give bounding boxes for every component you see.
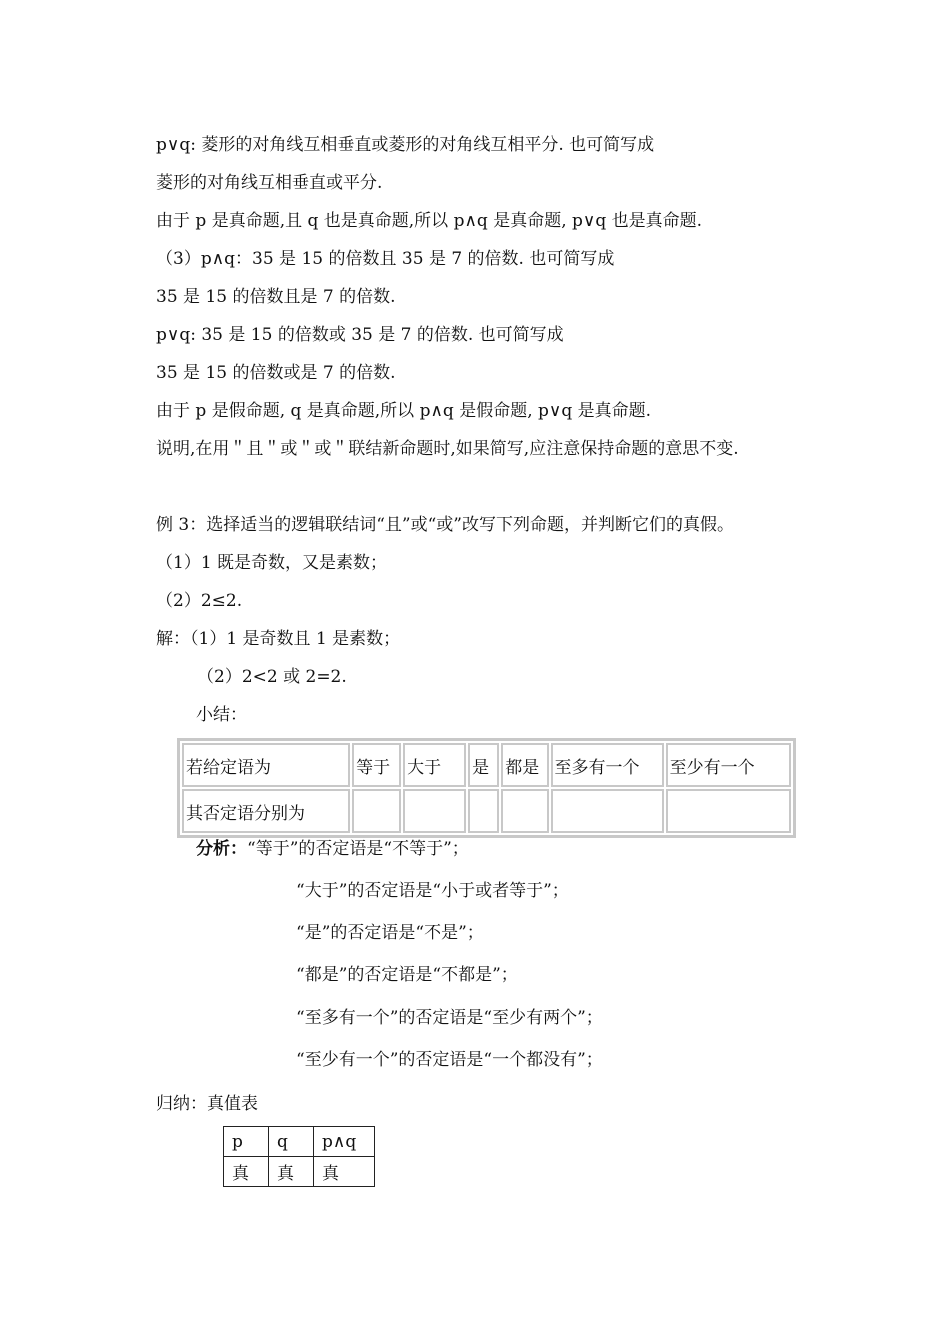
table-cell: 真: [224, 1157, 269, 1187]
summary-label: 小结：: [196, 705, 247, 725]
analysis-text: “等于”的否定语是“不等于”；: [247, 839, 469, 859]
solution-1: 解：（1）1 是奇数且 1 是素数；: [156, 629, 401, 649]
negation-table: [177, 738, 796, 838]
table-cell: 至多有一个: [551, 743, 664, 787]
line-6: p∨q: 35 是 15 的倍数或 35 是 7 的倍数. 也可简写成: [156, 325, 564, 345]
table-cell: 是: [468, 743, 499, 787]
example-3-item-1: （1）1 既是奇数，又是素数；: [156, 553, 388, 573]
table-row: [182, 789, 791, 833]
line-7: 35 是 15 的倍数或是 7 的倍数.: [156, 363, 396, 383]
table-cell: [551, 789, 664, 833]
line-5: 35 是 15 的倍数且是 7 的倍数.: [156, 287, 396, 307]
table-row: [224, 1127, 375, 1157]
table-cell: [468, 789, 499, 833]
table-cell: 等于: [352, 743, 401, 787]
analysis-line-6: “至少有一个”的否定语是“一个都没有”；: [296, 1050, 603, 1070]
table-cell: p: [224, 1127, 269, 1157]
table-cell: [501, 789, 548, 833]
table-cell: [666, 789, 791, 833]
table-cell: p∧q: [314, 1127, 375, 1157]
line-3: 由于 p 是真命题,且 q 也是真命题,所以 p∧q 是真命题, p∨q 也是真命题.: [156, 211, 703, 231]
analysis-label: 分析：: [196, 839, 247, 859]
table-cell: 真: [269, 1157, 314, 1187]
line-9: 说明,在用＂且＂或＂或＂联结新命题时,如果简写,应注意保持命题的意思不变.: [156, 439, 739, 459]
table-cell: 都是: [501, 743, 548, 787]
line-1: p∨q: 菱形的对角线互相垂直或菱形的对角线互相平分. 也可简写成: [156, 135, 655, 155]
truth-table: [223, 1126, 375, 1187]
analysis-line-5: “至多有一个”的否定语是“至少有两个”；: [296, 1008, 603, 1028]
table-row: [182, 743, 791, 787]
table-cell: 至少有一个: [666, 743, 791, 787]
analysis-line-2: “大于”的否定语是“小于或者等于”；: [296, 881, 569, 901]
line-8: 由于 p 是假命题, q 是真命题,所以 p∧q 是假命题, p∨q 是真命题.: [156, 401, 652, 421]
table-cell: 真: [314, 1157, 375, 1187]
line-4: （3）p∧q：35 是 15 的倍数且 35 是 7 的倍数. 也可简写成: [156, 249, 615, 269]
example-3-title: 例 3：选择适当的逻辑联结词“且”或“或”改写下列命题，并判断它们的真假。: [156, 515, 734, 535]
table-row: [224, 1157, 375, 1187]
solution-2: （2）2<2 或 2=2.: [197, 667, 347, 687]
table-cell: q: [269, 1127, 314, 1157]
table-cell: [403, 789, 466, 833]
table-cell: 若给定语为: [182, 743, 350, 787]
example-3-item-2: （2）2≤2.: [156, 591, 243, 611]
line-2: 菱形的对角线互相垂直或平分.: [156, 173, 383, 193]
analysis-line-3: “是”的否定语是“不是”；: [296, 923, 484, 943]
table-cell: [352, 789, 401, 833]
table-cell: 其否定语分别为: [182, 789, 350, 833]
induction-heading: 归纳：真值表: [156, 1094, 258, 1114]
table-cell: 大于: [403, 743, 466, 787]
analysis-line-4: “都是”的否定语是“不都是”；: [296, 965, 518, 985]
analysis-line-1: [196, 838, 469, 860]
